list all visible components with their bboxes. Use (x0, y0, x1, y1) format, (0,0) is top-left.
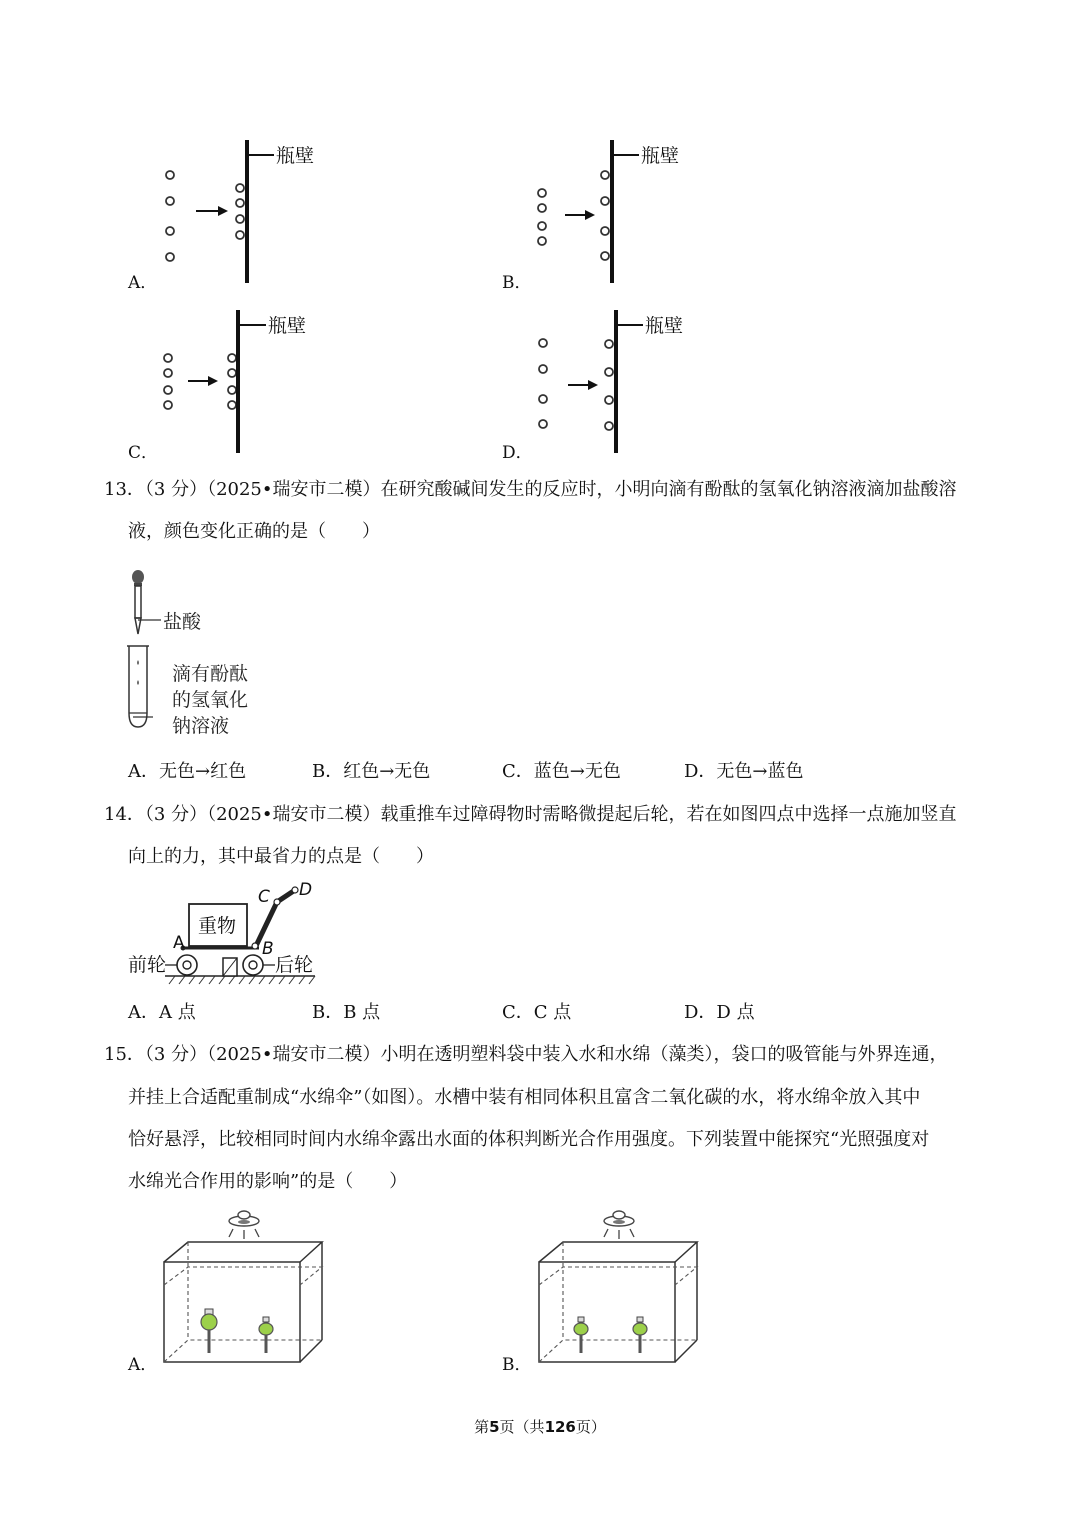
q14-stem-line1: 14．（3 分）（2025•瑞安市二模）载重推车过障碍物时需略微提起后轮，若在如图四点中选择一点施加竖直 (104, 804, 957, 825)
rear-wheel-label: 后轮 (275, 954, 314, 976)
q15-figure-tank-a (160, 1205, 330, 1375)
q12-figure-d (525, 305, 725, 460)
q14-option-a[interactable]: A．A 点 (128, 1002, 196, 1023)
q15-stem-line4: 水绵光合作用的影响”的是（ ） (128, 1171, 408, 1192)
q15-stem-line1: 15．（3 分）（2025•瑞安市二模）小明在透明塑料袋中装入水和水绵（藻类），袋口的吸管能与外界连通， (104, 1044, 948, 1065)
point-b-label: B (262, 939, 274, 959)
solution-label-3: 钠溶液 (172, 715, 230, 737)
q12-option-c-label[interactable]: C． (128, 443, 159, 463)
page-footer (0, 1416, 1080, 1437)
footer-total-pages: 126 (544, 1418, 576, 1436)
solution-label-1: 滴有酚酞 (172, 663, 249, 685)
q12-option-d-label[interactable]: D． (502, 443, 533, 463)
acid-label: 盐酸 (163, 611, 202, 633)
point-c-label: C (258, 887, 270, 907)
q13-stem-line1: 13．（3 分）（2025•瑞安市二模）在研究酸碱间发生的反应时，小明向滴有酚酞的氢氧化钠溶液滴加盐酸溶 (104, 479, 957, 500)
q13-option-a[interactable]: A．无色→红色 (128, 761, 247, 782)
footer-page-number: 5 (489, 1418, 500, 1436)
wall-label: 瓶壁 (276, 145, 315, 167)
q13-stem-line2: 液，颜色变化正确的是（ ） (128, 521, 380, 542)
q12-figure-b (525, 135, 725, 290)
q15-option-a-label[interactable]: A． (128, 1355, 158, 1375)
q14-option-b[interactable]: B．B 点 (312, 1002, 381, 1023)
q12-figure-c (150, 305, 350, 460)
q15-figure-tank-b (535, 1205, 705, 1375)
wall-label: 瓶壁 (645, 315, 684, 337)
q13-option-b[interactable]: B．红色→无色 (312, 761, 431, 782)
wall-label: 瓶壁 (268, 315, 307, 337)
q14-stem-line2: 向上的力，其中最省力的点是（ ） (128, 846, 434, 867)
q12-figure-a (150, 135, 350, 290)
front-wheel-label: 前轮 (128, 954, 167, 976)
q12-option-a-label[interactable]: A． (128, 273, 158, 293)
point-d-label: D (299, 880, 313, 900)
footer-prefix: 第 (474, 1418, 490, 1436)
q12-option-b-label[interactable]: B． (502, 273, 532, 293)
q14-option-d[interactable]: D．D 点 (684, 1002, 755, 1023)
q15-option-b-label[interactable]: B． (502, 1355, 532, 1375)
q15-stem-line3: 恰好悬浮，比较相同时间内水绵伞露出水面的体积判断光合作用强度。下列装置中能探究“光照强度对 (128, 1129, 930, 1150)
q14-figure-cart (125, 878, 325, 988)
point-a-label: A (173, 933, 185, 953)
load-label: 重物 (198, 915, 237, 937)
q13-option-c[interactable]: C．蓝色→无色 (502, 761, 621, 782)
q15-stem-line2: 并挂上合适配重制成“水绵伞”（如图）。水槽中装有相同体积且富含二氧化碳的水，将水绵伞放入其中 (128, 1087, 921, 1108)
q14-option-c[interactable]: C．C 点 (502, 1002, 572, 1023)
footer-suffix: 页） (575, 1418, 606, 1436)
wall-label: 瓶壁 (641, 145, 680, 167)
solution-label-2: 的氢氧化 (172, 689, 249, 711)
footer-middle: 页（共 (499, 1418, 545, 1436)
q13-figure-dropper-testtube (125, 567, 265, 742)
q13-option-d[interactable]: D．无色→蓝色 (684, 761, 804, 782)
